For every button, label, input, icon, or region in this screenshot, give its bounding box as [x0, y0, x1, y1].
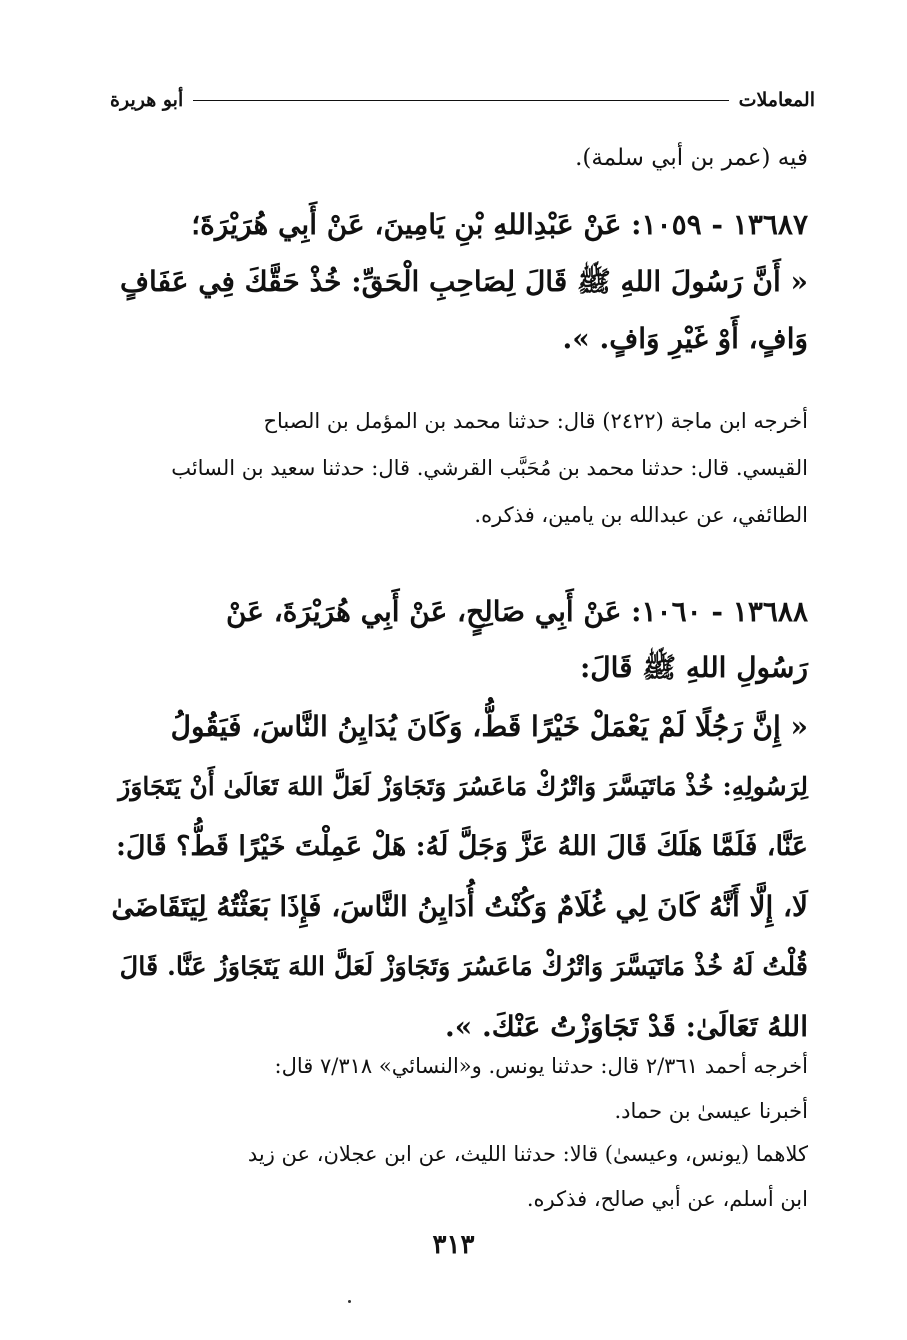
print-speck: [348, 1300, 351, 1303]
page-number: ٣١٣: [432, 1230, 475, 1260]
intro-line: [108, 138, 808, 178]
hadith-line: « أَنَّ رَسُولَ اللهِ ﷺ قَالَ لِصَاحِبِ الْحَقِّ: خُذْ حَقَّكَ فِي عَفَافٍ: [120, 265, 808, 298]
note-line: القيسي. قال: حدثنا محمد بن مُحَبَّب القرشي. قال: حدثنا سعيد بن السائب: [171, 456, 808, 480]
hadith-13688-text: [108, 697, 808, 1057]
takhrij-note-13687: [108, 398, 808, 539]
intro-text: فيه (عمر بن أبي سلمة).: [575, 145, 808, 171]
hadith-13688-heading: [108, 584, 808, 696]
header-chapter: المعاملات: [738, 89, 815, 111]
takhrij-note-13688-chain: [108, 1132, 808, 1222]
note-line: أخرجه ابن ماجة (٢٤٢٢) قال: حدثنا محمد بن المؤمل بن الصباح: [263, 409, 808, 433]
note-line: الطائفي، عن عبدالله بن يامين، فذكره.: [474, 503, 808, 527]
takhrij-note-13688: [108, 1044, 808, 1134]
note-line: كلاهما (يونس، وعيسىٰ) قالا: حدثنا الليث، عن ابن عجلان، عن زيد: [247, 1142, 808, 1166]
hadith-heading-line: ١٣٦٨٨ - ١٠٦٠: عَنْ أَبِي صَالِحٍ، عَنْ أَبِي هُرَيْرَةَ، عَنْ: [225, 595, 808, 628]
hadith-line: لِرَسُولِهِ: خُذْ مَاتَيَسَّرَ وَاتْرُكْ مَاعَسُرَ وَتَجَاوَزْ لَعَلَّ اللهَ تَعَالَىٰ أَنْ يَتَجَاوَزَ: [118, 772, 808, 801]
hadith-line: « إِنَّ رَجُلًا لَمْ يَعْمَلْ خَيْرًا قَطُّ، وَكَانَ يُدَايِنُ النَّاسَ، فَيَقُولُ: [170, 710, 808, 743]
hadith-line: عَنَّا، فَلَمَّا هَلَكَ قَالَ اللهُ عَزَّ وَجَلَّ لَهُ: هَلْ عَمِلْتَ خَيْرًا قَطُّ؟ قَالَ:: [115, 831, 808, 862]
note-line: أخبرنا عيسىٰ بن حماد.: [614, 1099, 808, 1123]
hadith-line: قُلْتُ لَهُ خُذْ مَاتَيَسَّرَ وَاتْرُكْ مَاعَسُرَ وَتَجَاوَزْ لَعَلَّ اللهَ يَتَجَاوَزُ عَنَّا. قَالَ: [119, 952, 808, 982]
hadith-13687: [108, 196, 808, 367]
hadith-line: لَا، إِلَّا أَنَّهُ كَانَ لِي غُلَامٌ وَكُنْتُ أُدَايِنُ النَّاسَ، فَإِذَا بَعَثْتُهُ لِيَتَقَاضَىٰ: [111, 890, 808, 923]
header-rule: [193, 100, 728, 101]
note-line: ابن أسلم، عن أبي صالح، فذكره.: [526, 1187, 808, 1211]
hadith-line: ١٣٦٨٧ - ١٠٥٩: عَنْ عَبْدِاللهِ بْنِ يَامِينَ، عَنْ أَبِي هُرَيْرَةَ؛: [191, 208, 808, 241]
hadith-heading-line: رَسُولِ اللهِ ﷺ قَالَ:: [579, 651, 808, 684]
running-header: [110, 84, 815, 116]
hadith-line: اللهُ تَعَالَىٰ: قَدْ تَجَاوَزْتُ عَنْكَ. ».: [444, 1010, 808, 1043]
note-line: أخرجه أحمد ٢/٣٦١ قال: حدثنا يونس. و«النسائي» ٧/٣١٨ قال:: [274, 1054, 808, 1078]
header-narrator: أبو هريرة: [110, 89, 184, 111]
hadith-line: وَافٍ، أَوْ غَيْرِ وَافٍ. ».: [562, 322, 808, 355]
